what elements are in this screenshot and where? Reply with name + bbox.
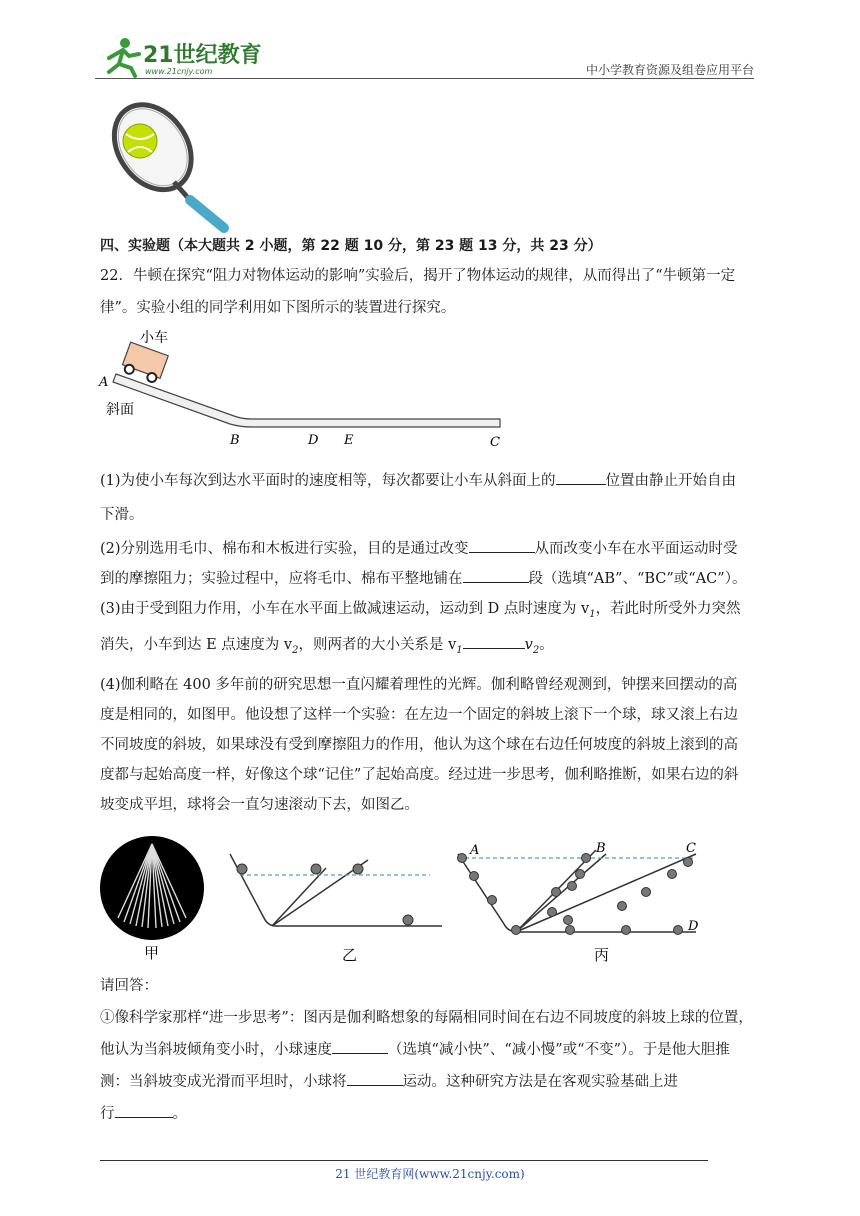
q1-line: (1)为使小车每次到达水平面时的速度相等，每次都要让小车从斜面上的 位置由静止开始自由 <box>100 466 760 496</box>
label-C: C <box>490 435 500 450</box>
logo <box>95 34 265 80</box>
logo-url: www.21cnjy.com <box>145 67 213 76</box>
pendulum-figure <box>100 836 204 962</box>
footer-link[interactable]: 21 世纪教育网(www.21cnjy.com) <box>335 1167 525 1181</box>
header-platform-text: 中小学教育资源及组卷应用平台 <box>585 63 754 77</box>
q4-line: 度都与起始高度一样，好像这个球“记住”了起始高度。经过进一步思考，伽利略推断，如果右边的斜 <box>100 766 739 783</box>
answer-blank[interactable] <box>556 468 606 485</box>
intro-line: 22．牛顿在探究“阻力对物体运动的影响”实验后，揭开了物体运动的规律，从而得出了“牛顿第一定 <box>100 268 736 284</box>
answer-prompt: 请回答： <box>100 978 158 994</box>
header-divider <box>95 78 754 79</box>
q2-line: 到的摩擦阻力；实验过程中，应将毛巾、棉布平整地铺在 段（选填“AB”、“BC”或“AC”）。 <box>100 564 760 594</box>
runner-icon <box>109 38 139 76</box>
q4-line: 不同坡度的斜坡，如果球没有受到摩擦阻力的作用，他认为这个球在右边任何坡度的斜坡上滚到的高 <box>100 736 738 753</box>
label-jia: 甲 <box>144 944 160 962</box>
answer-blank[interactable] <box>347 1069 403 1086</box>
section-title: 四、实验题（本大题共 2 小题，第 22 题 10 分，第 23 题 13 分，共 23 分） <box>100 238 602 254</box>
label-bing-C: C <box>686 841 696 856</box>
label-B: B <box>230 433 240 448</box>
q3-line: (3)由于受到阻力作用，小车在水平面上做减速运动，运动到 D 点时速度为 $v_1$，若此时所受外力突然 <box>100 601 741 620</box>
logo-text: 21世纪教育 <box>143 43 262 68</box>
label-bing: 丙 <box>594 946 610 964</box>
q3-line: 消失，小车到达 E 点速度为 $v_2$，则两者的大小关系是 $v_1$ $v_2$。 <box>100 630 760 666</box>
answer-blank[interactable] <box>463 566 529 583</box>
question-body <box>100 466 760 820</box>
label-bing-B: B <box>596 841 606 856</box>
tennis-racket-image <box>98 96 232 236</box>
slope-figure-bing <box>458 841 700 964</box>
q1-line: 下滑。 <box>100 507 144 523</box>
label-A: A <box>99 375 109 390</box>
slope-figure-yi <box>230 854 442 964</box>
label-car: 小车 <box>140 330 168 346</box>
answer-blank[interactable] <box>469 536 535 553</box>
sub1-line: 测：当斜坡变成光滑而平坦时，小球将 运动。这种研究方法是在客观实验基础上进 <box>100 1066 760 1098</box>
sub1-line: 行 。 <box>100 1098 760 1130</box>
label-bing-A: A <box>470 843 480 858</box>
label-D: D <box>308 433 319 448</box>
galileo-figures <box>96 836 716 966</box>
answer-section <box>100 970 760 1130</box>
sub1-line: 他认为当斜坡倾角变小时，小球速度 （选填“减小快”、“减小慢”或“不变”）。于是他大胆推 <box>100 1034 760 1066</box>
q4-line: 坡变成平坦，球将会一直匀速滚动下去，如图乙。 <box>100 796 419 813</box>
label-bing-D: D <box>688 919 699 934</box>
answer-blank[interactable] <box>115 1101 173 1118</box>
q2-line: (2)分别选用毛巾、棉布和木板进行实验，目的是通过改变 从而改变小车在水平面运动时受 <box>100 534 760 564</box>
ramp-figure <box>96 324 508 454</box>
label-slope: 斜面 <box>106 402 134 418</box>
sub1-line: ①像科学家那样“进一步思考”：图丙是伽利略想象的每隔相同时间在右边不同坡度的斜坡上球的位置， <box>100 1010 753 1026</box>
footer-divider <box>100 1160 708 1161</box>
q4-line: (4)伽利略在 400 多年前的研究思想一直闪耀着理性的光辉。伽利略曾经观测到，钟摆来回摆动的高 <box>100 676 738 693</box>
label-yi: 乙 <box>342 946 358 964</box>
answer-blank[interactable] <box>332 1037 388 1054</box>
q4-line: 度是相同的，如图甲。他设想了这样一个实验：在左边一个固定的斜坡上滚下一个球，球又滚上右边 <box>100 706 738 723</box>
question-intro <box>100 264 760 320</box>
answer-blank[interactable] <box>463 632 525 649</box>
intro-line: 律”。实验小组的同学利用如下图所示的装置进行探究。 <box>100 300 456 316</box>
label-E: E <box>344 433 354 448</box>
